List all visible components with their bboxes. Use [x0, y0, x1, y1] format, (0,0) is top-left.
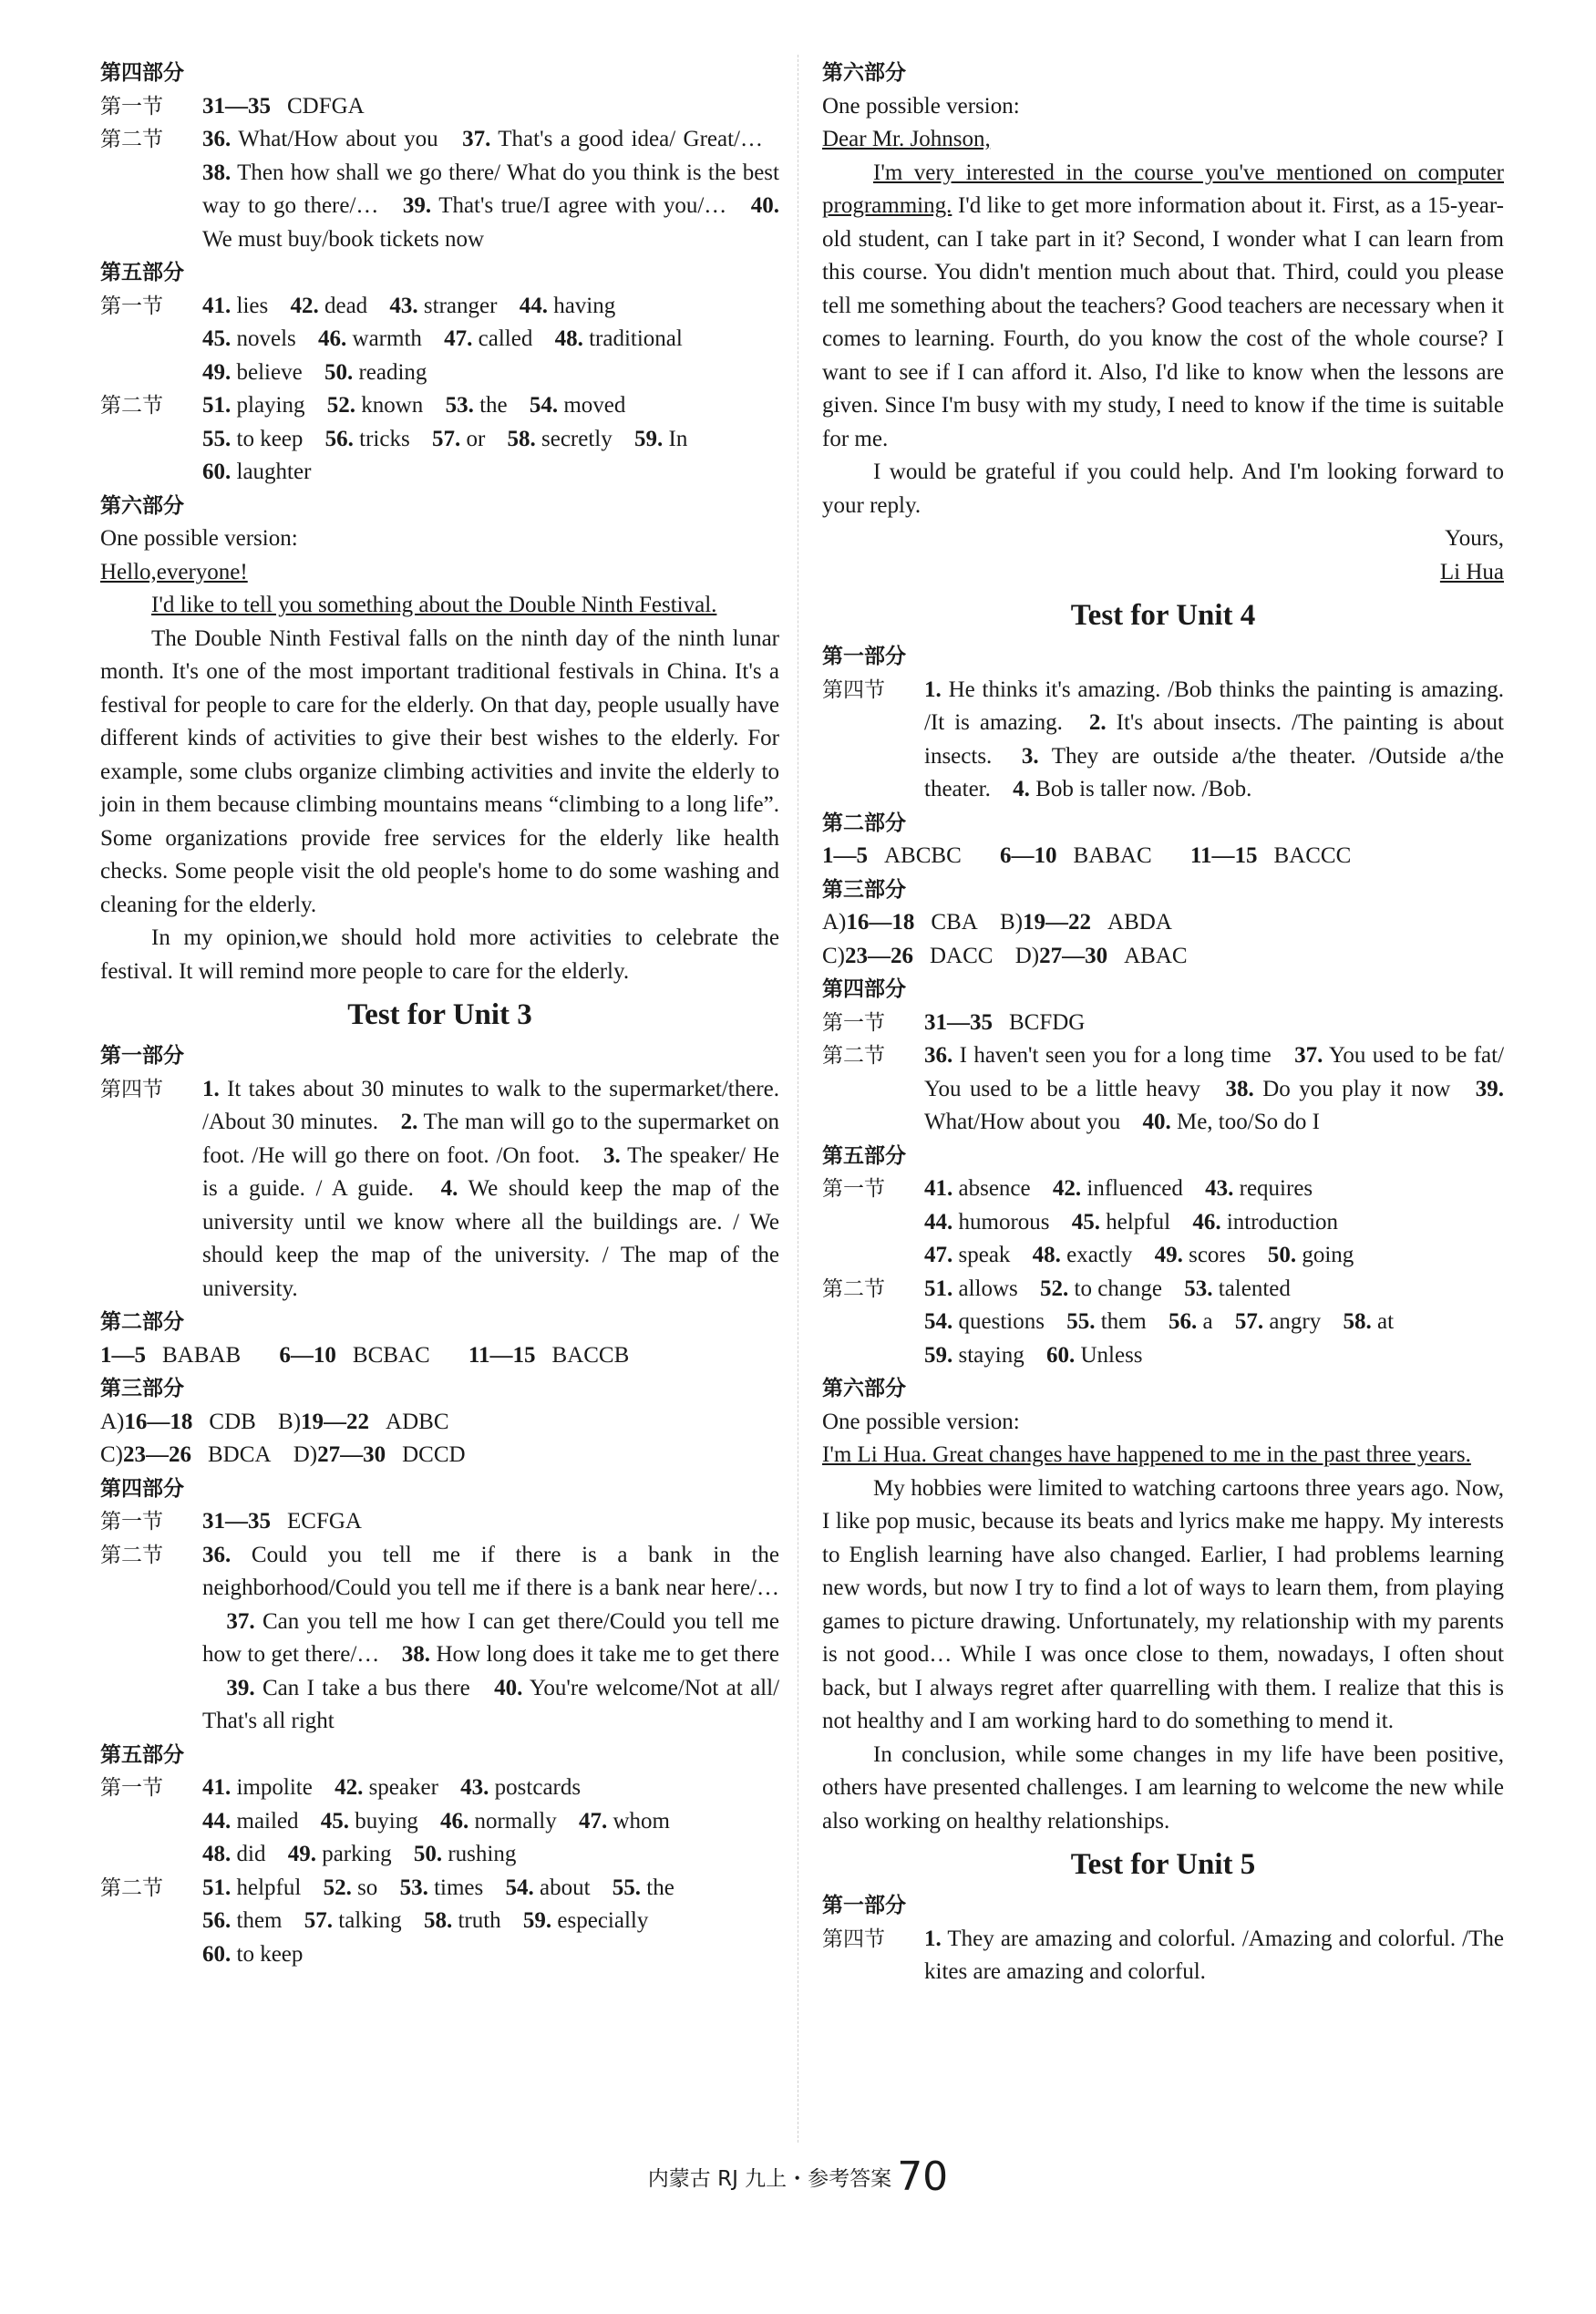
answer-text: mailed: [231, 1808, 299, 1834]
answer-text: them: [231, 1908, 283, 1933]
answer-number: 41.: [202, 293, 232, 318]
answer-number: 57.: [431, 426, 461, 451]
essay-signature: Li Hua: [1439, 559, 1504, 584]
answer-line: [202, 1872, 779, 1906]
answer-text: so: [351, 1875, 378, 1900]
answer-text: truth: [452, 1908, 501, 1933]
right-column: [822, 57, 1504, 1989]
answer-text: postcards: [489, 1775, 582, 1800]
answer-text: influenced: [1081, 1176, 1183, 1201]
section-label: 第二节: [100, 1875, 163, 1900]
answer-number: 44.: [519, 293, 548, 318]
answer-number: 42.: [335, 1775, 364, 1800]
answer-line: 1—5 BABAB 6—10 BCBAC 11—15 BACCB: [100, 1342, 630, 1368]
answer-number: 43.: [460, 1775, 489, 1800]
section-row: [100, 389, 779, 490]
answer-text: called: [472, 326, 533, 351]
answer-line: C)23—26 BDCA D)27—30 DCCD: [100, 1442, 466, 1467]
section-label: 第二节: [100, 128, 163, 151]
answer-text: novels: [231, 326, 296, 351]
answer-number: 49.: [1154, 1243, 1183, 1267]
section-row: 第一节 31—35 CDFGA: [100, 90, 779, 124]
answer-number: 47.: [444, 326, 473, 351]
answer-line: [202, 323, 779, 356]
section-label: 第二节: [822, 1276, 885, 1301]
part-heading: 第一部分: [100, 1044, 184, 1068]
answer-number: 45.: [202, 326, 232, 351]
model-essay: [822, 1406, 1504, 1839]
answer-line: C)23—26 DACC D)27—30 ABAC: [822, 943, 1188, 968]
answer-line: [202, 389, 779, 423]
answer-text: about: [533, 1875, 591, 1900]
answer-text: helpful: [231, 1875, 302, 1900]
part-heading: 第二部分: [822, 811, 906, 835]
answer-line: [202, 1905, 779, 1938]
answer-number: 55.: [1066, 1309, 1096, 1334]
answer-text: talented: [1212, 1276, 1291, 1301]
section-label: 第四节: [100, 1077, 163, 1101]
part-heading: 第六部分: [100, 493, 184, 518]
essay-closing: Yours,: [1445, 526, 1504, 551]
answer-line: A)16—18 CBA B)19—22 ABDA: [822, 910, 1172, 935]
answer-number: 48.: [554, 326, 583, 351]
answer-number: 60.: [1045, 1342, 1076, 1368]
answer-text: allows: [952, 1276, 1018, 1301]
answer-number: 51.: [202, 393, 232, 418]
essay-intro: One possible version:: [822, 1409, 1020, 1434]
answer-text: whom: [607, 1808, 670, 1834]
answer-text: Unless: [1075, 1342, 1143, 1368]
answer-line: [202, 290, 779, 324]
answer-line: [924, 1339, 1504, 1373]
section-row: 第四节 1. He thinks it's amazing. /Bob thinks the painting is amazing. /It is amazing. 2. It's about insects. /The painting is about insects. 3. They are outside a/the theater. /Outside a/the theater. 4. Bob is taller now. /Bob.: [822, 674, 1504, 807]
answer-number: 53.: [1184, 1276, 1213, 1301]
page-footer: [0, 2154, 1596, 2200]
essay-intro: One possible version:: [822, 93, 1020, 119]
part-heading: 第四部分: [100, 61, 184, 85]
answer-text: or: [460, 426, 486, 451]
answer-number: 59.: [634, 426, 664, 451]
essay-greeting: Dear Mr. Johnson,: [822, 127, 991, 151]
section-row: [100, 1872, 779, 1972]
section-label: 第一节: [100, 94, 163, 119]
answer-text: laughter: [231, 460, 312, 484]
answer-number: 57.: [1234, 1309, 1264, 1334]
part-heading: 第三部分: [100, 1377, 184, 1400]
part-heading: 第五部分: [822, 1143, 906, 1168]
answer-number: 58.: [507, 426, 536, 451]
answer-number: 56.: [202, 1908, 232, 1933]
answer-line: [202, 456, 779, 490]
answer-text: stranger: [417, 293, 498, 318]
essay-opening: I'm very interested in the course you've mentioned on computer programming.: [822, 160, 1504, 218]
answer-text: lies: [231, 293, 269, 318]
answer-line: [202, 1805, 779, 1839]
section-row: 第四节 1. They are amazing and colorful. /Amazing and colorful. /The kites are amazing and colorful.: [822, 1923, 1504, 1989]
answer-text: parking: [315, 1842, 392, 1866]
essay-paragraph: In conclusion, while some changes in my life have been positive, others have presented challenges. I am learning to welcome the new while also working on healthy relationships.: [822, 1741, 1504, 1834]
answer-text: humorous: [952, 1209, 1050, 1234]
section-row: 第二节 36. Could you tell me if there is a bank in the neighborhood/Could you tell me if there is a bank near here/… 37. Can you tell me how I can get there/Could you tell me how to get there/… 38. How long does it take me to get there 39. Can I take a bus there 40. You're welcome/Not at all/ That's all right: [100, 1539, 779, 1739]
section-label: 第二节: [100, 394, 163, 418]
section-label: 第四节: [822, 677, 885, 702]
answer-number: 42.: [1052, 1176, 1082, 1201]
footer-text: 内蒙古 RJ 九上・参考答案: [647, 2167, 892, 2191]
answer-number: 44.: [924, 1209, 953, 1234]
answer-number: 48.: [1032, 1243, 1061, 1267]
answer-text: tricks: [353, 426, 410, 451]
answer-number: 44.: [202, 1808, 232, 1834]
unit-title: Test for Unit 5: [1070, 1848, 1256, 1881]
answer-number: 55.: [202, 426, 232, 451]
answer-number: 56.: [1168, 1309, 1198, 1334]
answer-number: 54.: [505, 1875, 534, 1900]
unit-title: Test for Unit 3: [347, 998, 532, 1031]
answer-text: at: [1371, 1309, 1395, 1334]
answer-number: 54.: [924, 1309, 953, 1334]
answer-text: the: [641, 1875, 674, 1900]
answer-number: 54.: [529, 393, 559, 418]
section-row: [822, 1273, 1504, 1373]
answer-number: 47.: [579, 1808, 608, 1834]
answer-text: requires: [1233, 1176, 1313, 1201]
section-label: 第二节: [822, 1044, 885, 1068]
answer-number: 53.: [445, 393, 474, 418]
answer-text: dead: [318, 293, 368, 318]
essay-text: I'd like to get more information about it. First, as a 15-year-old student, can I take part in it? Second, I wonder what I can learn from this course. You didn't mention much about that. Third, could you please tell me something about the teachers? Good teachers are necessary when it comes to learning. Fourth, do you know the cost of the whole course? I want to see if I can afford it. Also, I'd like to know when the lessons are given. Since I'm busy with my study, I need to know if the time is suitable for me.: [822, 193, 1504, 451]
answer-number: 41.: [202, 1775, 232, 1800]
model-essay: [100, 522, 779, 988]
section-row: 第二节 36. I haven't seen you for a long time 37. You used to be fat/ You used to be a little heavy 38. Do you play it now 39. What/How about you 40. Me, too/So do I: [822, 1039, 1504, 1140]
part-heading: 第三部分: [822, 877, 906, 902]
answer-number: 43.: [389, 293, 418, 318]
answer-line: [924, 1172, 1504, 1206]
part-heading: 第四部分: [822, 977, 906, 1001]
answer-text: them: [1095, 1309, 1147, 1334]
answer-text: rushing: [442, 1842, 517, 1866]
answer-number: 49.: [287, 1842, 316, 1866]
answer-text: reading: [353, 359, 427, 385]
section-label: 第一节: [100, 294, 163, 318]
answer-line: [924, 1206, 1504, 1240]
answer-text: traditional: [582, 326, 683, 351]
answer-number: 46.: [1192, 1209, 1221, 1234]
answer-number: 53.: [399, 1875, 428, 1900]
answer-text: to change: [1068, 1276, 1163, 1301]
part-heading: 第六部分: [822, 61, 906, 85]
answer-number: 60.: [202, 460, 232, 484]
answer-number: 55.: [612, 1875, 642, 1900]
answer-text: exactly: [1060, 1243, 1133, 1267]
answer-number: 45.: [1071, 1209, 1100, 1234]
section-label: 第二节: [100, 1543, 163, 1567]
section-label: 第一节: [822, 1010, 885, 1035]
section-row: [100, 290, 779, 390]
essay-paragraph: In my opinion,we should hold more activities to celebrate the festival. It will remind more people to care for the elderly.: [100, 925, 779, 984]
essay-paragraph: My hobbies were limited to watching cartoons three years ago. Now, I like pop music, because its beats and lyrics make me happy. My interests to English learning have also changed. Earlier, I had problems learning new words, but now I try to find a lot of ways to learn them, from playing games to picture drawing. Unfortunately, my relationship with my parents is not good… While I was once close to them, nowadays, I often shout back, but I always regret after quarrelling with them. I realize that this is not healthy and I am working hard to do something to mend it.: [822, 1475, 1504, 1733]
essay-opening: I'd like to tell you something about the Double Ninth Festival.: [151, 593, 717, 617]
answer-text: introduction: [1220, 1209, 1339, 1234]
answer-text: speaker: [363, 1775, 438, 1800]
answer-text: going: [1296, 1243, 1354, 1267]
part-heading: 第一部分: [822, 645, 906, 668]
answer-number: 52.: [323, 1875, 352, 1900]
answer-number: 41.: [924, 1176, 953, 1201]
answer-text: scores: [1182, 1243, 1246, 1267]
answer-text: buying: [349, 1808, 418, 1834]
answer-number: 52.: [326, 393, 355, 418]
answer-line: [924, 1273, 1504, 1307]
essay-paragraph: The Double Ninth Festival falls on the ninth day of the ninth lunar month. It's one of the most important traditional festivals in China. It's a festival for people to care for the elderly. On that day, people usually have different kinds of activities to give their best wishes to the elderly. For example, some clubs organize climbing activities and invite the elderly to join in them because climbing mountains means “climbing to a long life”. Some organizations provide free services for the elderly like health checks. Some people visit the old people's home to do some washing and cleaning for the elderly.: [100, 625, 779, 917]
answer-line: [924, 1239, 1504, 1273]
part-heading: 第一部分: [822, 1894, 906, 1917]
answer-text: to keep: [231, 1941, 304, 1967]
section-row: 第一节 31—35 BCFDG: [822, 1007, 1504, 1040]
answer-line: [202, 1838, 779, 1872]
essay-intro: One possible version:: [100, 526, 298, 551]
answer-text: impolite: [231, 1775, 313, 1800]
model-essay: [822, 90, 1504, 590]
answer-number: 57.: [304, 1908, 333, 1933]
answer-number: 47.: [924, 1243, 953, 1267]
answer-line: [202, 356, 779, 390]
section-row: [822, 1172, 1504, 1273]
answer-text: did: [231, 1842, 266, 1866]
section-row: [100, 1772, 779, 1872]
answer-number: 52.: [1040, 1276, 1069, 1301]
answer-text: moved: [558, 393, 626, 418]
part-heading: 第六部分: [822, 1377, 906, 1400]
answer-number: 46.: [439, 1808, 469, 1834]
answer-line: [924, 1306, 1504, 1339]
answer-text: staying: [952, 1342, 1025, 1368]
answer-line: [202, 1772, 779, 1805]
left-column: [100, 57, 779, 1971]
unit-title: Test for Unit 4: [1070, 599, 1256, 632]
answer-number: 59.: [522, 1908, 552, 1933]
answer-text: a: [1197, 1309, 1213, 1334]
answer-text: angry: [1263, 1309, 1322, 1334]
answer-number: 51.: [202, 1875, 232, 1900]
answer-number: 50.: [324, 359, 354, 385]
section-label: 第四节: [822, 1927, 885, 1951]
answer-text: In: [663, 426, 688, 451]
answer-number: 50.: [413, 1842, 443, 1866]
answer-number: 46.: [318, 326, 347, 351]
answer-number: 45.: [320, 1808, 350, 1834]
answer-text: helpful: [1100, 1209, 1171, 1234]
answer-text: talking: [333, 1908, 402, 1933]
answer-text: times: [427, 1875, 484, 1900]
answer-number: 56.: [324, 426, 354, 451]
section-label: 第一节: [100, 1510, 163, 1534]
essay-opening: I'm Li Hua. Great changes have happened to me in the past three years.: [822, 1442, 1471, 1467]
answer-line: [202, 1938, 779, 1972]
answer-number: 59.: [924, 1342, 953, 1368]
answer-text: believe: [231, 359, 303, 385]
answer-number: 42.: [290, 293, 319, 318]
answer-text: playing: [231, 393, 305, 418]
section-row: 第一节 31—35 ECFGA: [100, 1505, 779, 1539]
part-heading: 第五部分: [100, 261, 184, 284]
part-heading: 第五部分: [100, 1742, 184, 1767]
answer-text: especially: [551, 1908, 649, 1933]
answer-text: the: [473, 393, 508, 418]
essay-greeting: Hello,everyone!: [100, 559, 248, 584]
answer-text: having: [547, 293, 616, 318]
part-heading: 第二部分: [100, 1310, 184, 1334]
answer-text: secretly: [535, 426, 613, 451]
answer-number: 43.: [1205, 1176, 1234, 1201]
answer-number: 58.: [423, 1908, 453, 1933]
answer-text: to keep: [231, 426, 304, 451]
answer-text: speak: [952, 1243, 1011, 1267]
answer-text: absence: [952, 1176, 1031, 1201]
answer-number: 49.: [202, 359, 232, 385]
section-label: 第一节: [822, 1177, 885, 1201]
answer-number: 60.: [202, 1941, 232, 1967]
answer-line: A)16—18 CDB B)19—22 ADBC: [100, 1409, 449, 1434]
answer-number: 51.: [924, 1276, 953, 1301]
part-heading: 第四部分: [100, 1476, 184, 1501]
section-label: 第一节: [100, 1776, 163, 1800]
answer-text: normally: [469, 1808, 557, 1834]
answer-text: known: [355, 393, 424, 418]
answer-line: 1—5 ABCBC 6—10 BABAC 11—15 BACCC: [822, 843, 1352, 868]
answer-line: [202, 423, 779, 457]
page-number: 70: [897, 2154, 949, 2200]
answer-text: questions: [952, 1309, 1045, 1334]
answer-number: 50.: [1267, 1243, 1297, 1267]
section-row: 第四节 1. It takes about 30 minutes to walk to the supermarket/there. /About 30 minutes. 2. The man will go to the supermarket on foot. /He will go there on foot. /On foot. 3. The speaker/ He is a guide. / A guide. 4. We should keep the map of the university until we know where all the buildings are. / We should keep the map of the university. / The map of the university.: [100, 1073, 779, 1307]
answer-number: 58.: [1343, 1309, 1372, 1334]
answer-number: 48.: [202, 1842, 232, 1866]
answer-text: warmth: [346, 326, 422, 351]
essay-paragraph: I would be grateful if you could help. And I'm looking forward to your reply.: [822, 460, 1504, 518]
section-row: 第二节 36. What/How about you 37. That's a good idea/ Great/… 38. Then how shall we go there/ What do you think is the best way to go there/… 39. That's true/I agree with you/… 40. We must buy/book tickets now: [100, 123, 779, 256]
